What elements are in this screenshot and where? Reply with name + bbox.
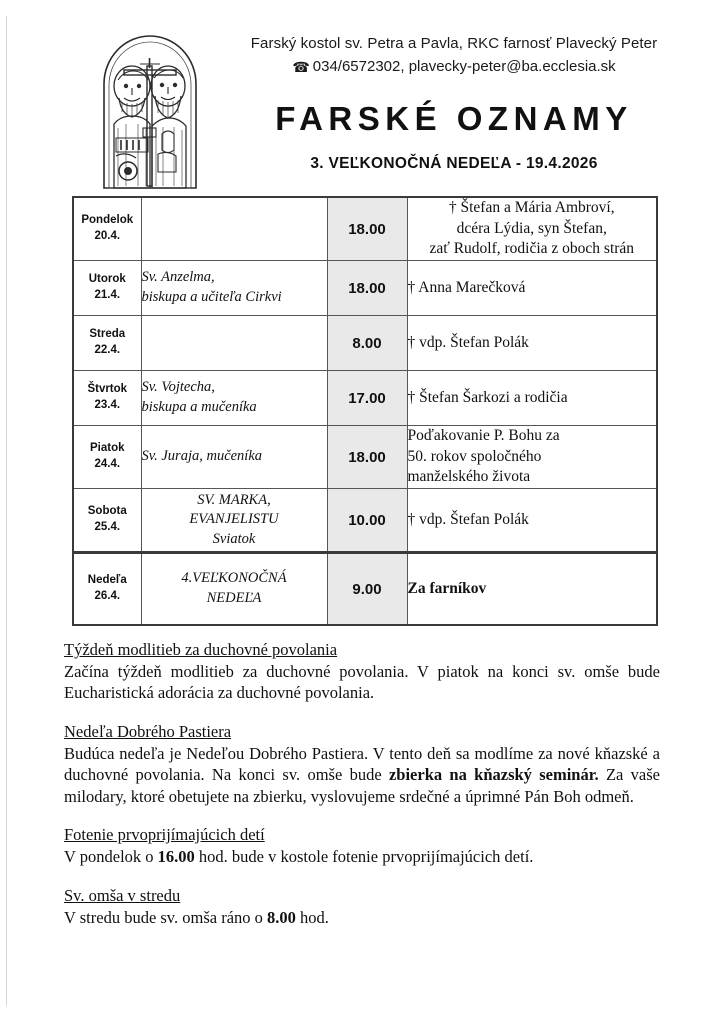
schedule-intention-cell bbox=[407, 261, 657, 316]
day-date: 21.4. bbox=[94, 289, 121, 301]
table-row bbox=[73, 261, 657, 316]
day-date: 24.4. bbox=[94, 458, 121, 470]
schedule-intention-cell bbox=[407, 489, 657, 553]
contact-line bbox=[204, 58, 704, 76]
notice-heading: Nedeľa Dobrého Pastiera bbox=[64, 721, 232, 741]
notice-block bbox=[64, 722, 660, 807]
schedule-day-cell bbox=[73, 197, 141, 261]
schedule-feast-cell bbox=[141, 426, 327, 489]
feast-line: Sv. Vojtecha, bbox=[141, 379, 215, 396]
day-name: Sobota bbox=[87, 505, 127, 518]
schedule-feast-cell bbox=[141, 553, 327, 626]
telephone-icon: ☎ bbox=[292, 59, 310, 75]
feast-line: biskupa a učiteľa Cirkvi bbox=[141, 289, 282, 305]
schedule-time-cell: 9.00 bbox=[327, 553, 407, 626]
intention-line: † vdp. Štefan Polák bbox=[407, 510, 529, 528]
notice-emphasis: 8.00 bbox=[267, 907, 296, 927]
schedule-intention-cell bbox=[407, 553, 657, 626]
parish-name-line: Farský kostol sv. Petra a Pavla, RKC farnosť Plavecký Peter bbox=[250, 35, 658, 52]
schedule-time-cell: 8.00 bbox=[327, 316, 407, 371]
feast-line: Sviatok bbox=[212, 530, 256, 547]
feast-line: NEDEĽA bbox=[206, 590, 262, 606]
schedule-day-cell bbox=[73, 371, 141, 426]
table-row bbox=[73, 316, 657, 371]
intention-line: Za farníkov bbox=[407, 579, 487, 597]
notice-body bbox=[64, 846, 660, 867]
schedule-feast-cell bbox=[141, 489, 327, 553]
feast-line: biskupa a mučeníka bbox=[141, 399, 257, 415]
day-name: Pondelok bbox=[81, 214, 134, 227]
notice-emphasis: 16.00 bbox=[157, 847, 195, 867]
day-name: Štvrtok bbox=[87, 383, 128, 396]
notice-body bbox=[64, 661, 660, 704]
feast-line: Sv. Juraja, mučeníka bbox=[141, 448, 263, 465]
feast-line: SV. MARKA, bbox=[197, 491, 271, 508]
feast-line: EVANJELISTU bbox=[189, 511, 279, 528]
document-header bbox=[0, 22, 724, 192]
intention-line: † Štefan a Mária Ambroví, bbox=[448, 199, 615, 217]
schedule-day-cell bbox=[73, 316, 141, 371]
intention-line: Poďakovanie P. Bohu za bbox=[407, 427, 560, 445]
schedule-day-cell bbox=[73, 426, 141, 489]
schedule-feast-cell bbox=[141, 261, 327, 316]
schedule-intention-cell bbox=[407, 371, 657, 426]
notice-text: hod. bude v kostole fotenie prvoprijímajúcich detí. bbox=[194, 847, 534, 867]
notice-text: hod. bbox=[295, 907, 329, 927]
table-row bbox=[73, 197, 657, 261]
day-date: 20.4. bbox=[94, 230, 121, 242]
notice-block bbox=[64, 640, 660, 704]
notice-body bbox=[64, 907, 660, 928]
notice-text: V stredu bude sv. omša ráno o bbox=[64, 907, 268, 927]
intention-line: † Anna Marečková bbox=[407, 278, 526, 296]
mass-schedule-table-wrap bbox=[72, 196, 658, 626]
notice-block bbox=[64, 825, 660, 867]
schedule-intention-cell bbox=[407, 197, 657, 261]
schedule-intention-cell bbox=[407, 426, 657, 489]
intention-line: zať Rudolf, rodičia z oboch strán bbox=[429, 240, 635, 258]
feast-line: Sv. Anzelma, bbox=[141, 269, 215, 286]
table-row bbox=[73, 371, 657, 426]
schedule-time-cell: 18.00 bbox=[327, 261, 407, 316]
schedule-time-cell: 10.00 bbox=[327, 489, 407, 553]
day-name: Nedeľa bbox=[87, 574, 127, 587]
notice-heading: Fotenie prvoprijímajúcich detí bbox=[64, 825, 265, 845]
notice-heading: Týždeň modlitieb za duchovné povolania bbox=[64, 640, 338, 659]
schedule-day-cell bbox=[73, 261, 141, 316]
notices-section bbox=[64, 640, 660, 946]
table-row bbox=[73, 553, 657, 626]
notice-text: Za vaše milodary, ktoré obetujete na zbierku, vyslovujeme srdečné a úprimné Pán Boh odmeň. bbox=[64, 765, 660, 806]
schedule-feast-cell bbox=[141, 316, 327, 371]
page-title: FARSKÉ OZNAMY bbox=[275, 100, 633, 137]
schedule-feast-cell bbox=[141, 371, 327, 426]
notice-emphasis: zbierka na kňazský seminár. bbox=[388, 765, 599, 785]
schedule-time-cell: 18.00 bbox=[327, 426, 407, 489]
intention-line: manželského života bbox=[407, 468, 531, 486]
contact-details: 034/6572302, plavecky-peter@ba.ecclesia.sk bbox=[312, 58, 616, 75]
day-date: 22.4. bbox=[94, 344, 121, 356]
feast-line: 4.VEĽKONOČNÁ bbox=[181, 570, 287, 587]
notice-text: Začína týždeň modlitieb za duchovné povolania. V piatok na konci sv. omše bude Eucharistická adorácia za duchovné povolania. bbox=[64, 662, 660, 703]
notice-block bbox=[64, 886, 660, 928]
day-date: 25.4. bbox=[94, 521, 121, 533]
day-name: Streda bbox=[89, 328, 126, 341]
day-name: Piatok bbox=[89, 442, 125, 455]
intention-line: dcéra Lýdia, syn Štefan, bbox=[456, 219, 607, 237]
header-text-block bbox=[204, 22, 704, 173]
table-row bbox=[73, 489, 657, 553]
notice-text: V pondelok o bbox=[64, 847, 158, 867]
schedule-time-cell: 17.00 bbox=[327, 371, 407, 426]
mass-schedule-table bbox=[72, 196, 658, 626]
day-date: 26.4. bbox=[94, 590, 121, 602]
notice-heading: Sv. omša v stredu bbox=[64, 885, 181, 905]
schedule-feast-cell bbox=[141, 197, 327, 261]
notice-text: Budúca nedeľa je Nedeľou Dobrého Pastiera. V tento deň sa modlíme za nové kňazské a duchovné povolania. Na konci sv. omše bude bbox=[64, 743, 660, 785]
schedule-day-cell bbox=[73, 553, 141, 626]
schedule-day-cell bbox=[73, 489, 141, 553]
schedule-intention-cell bbox=[407, 316, 657, 371]
day-date: 23.4. bbox=[94, 399, 121, 411]
page-subtitle: 3. VEĽKONOČNÁ NEDEĽA - 19.4.2026 bbox=[310, 155, 598, 172]
intention-line: † Štefan Šarkozi a rodičia bbox=[407, 388, 568, 406]
notice-body bbox=[64, 743, 660, 807]
intention-line: 50. rokov spoločného bbox=[407, 447, 542, 465]
table-row bbox=[73, 426, 657, 489]
schedule-time-cell: 18.00 bbox=[327, 197, 407, 261]
saints-peter-and-paul-emblem-icon bbox=[96, 28, 204, 190]
day-name: Utorok bbox=[88, 273, 126, 286]
intention-line: † vdp. Štefan Polák bbox=[407, 333, 529, 351]
